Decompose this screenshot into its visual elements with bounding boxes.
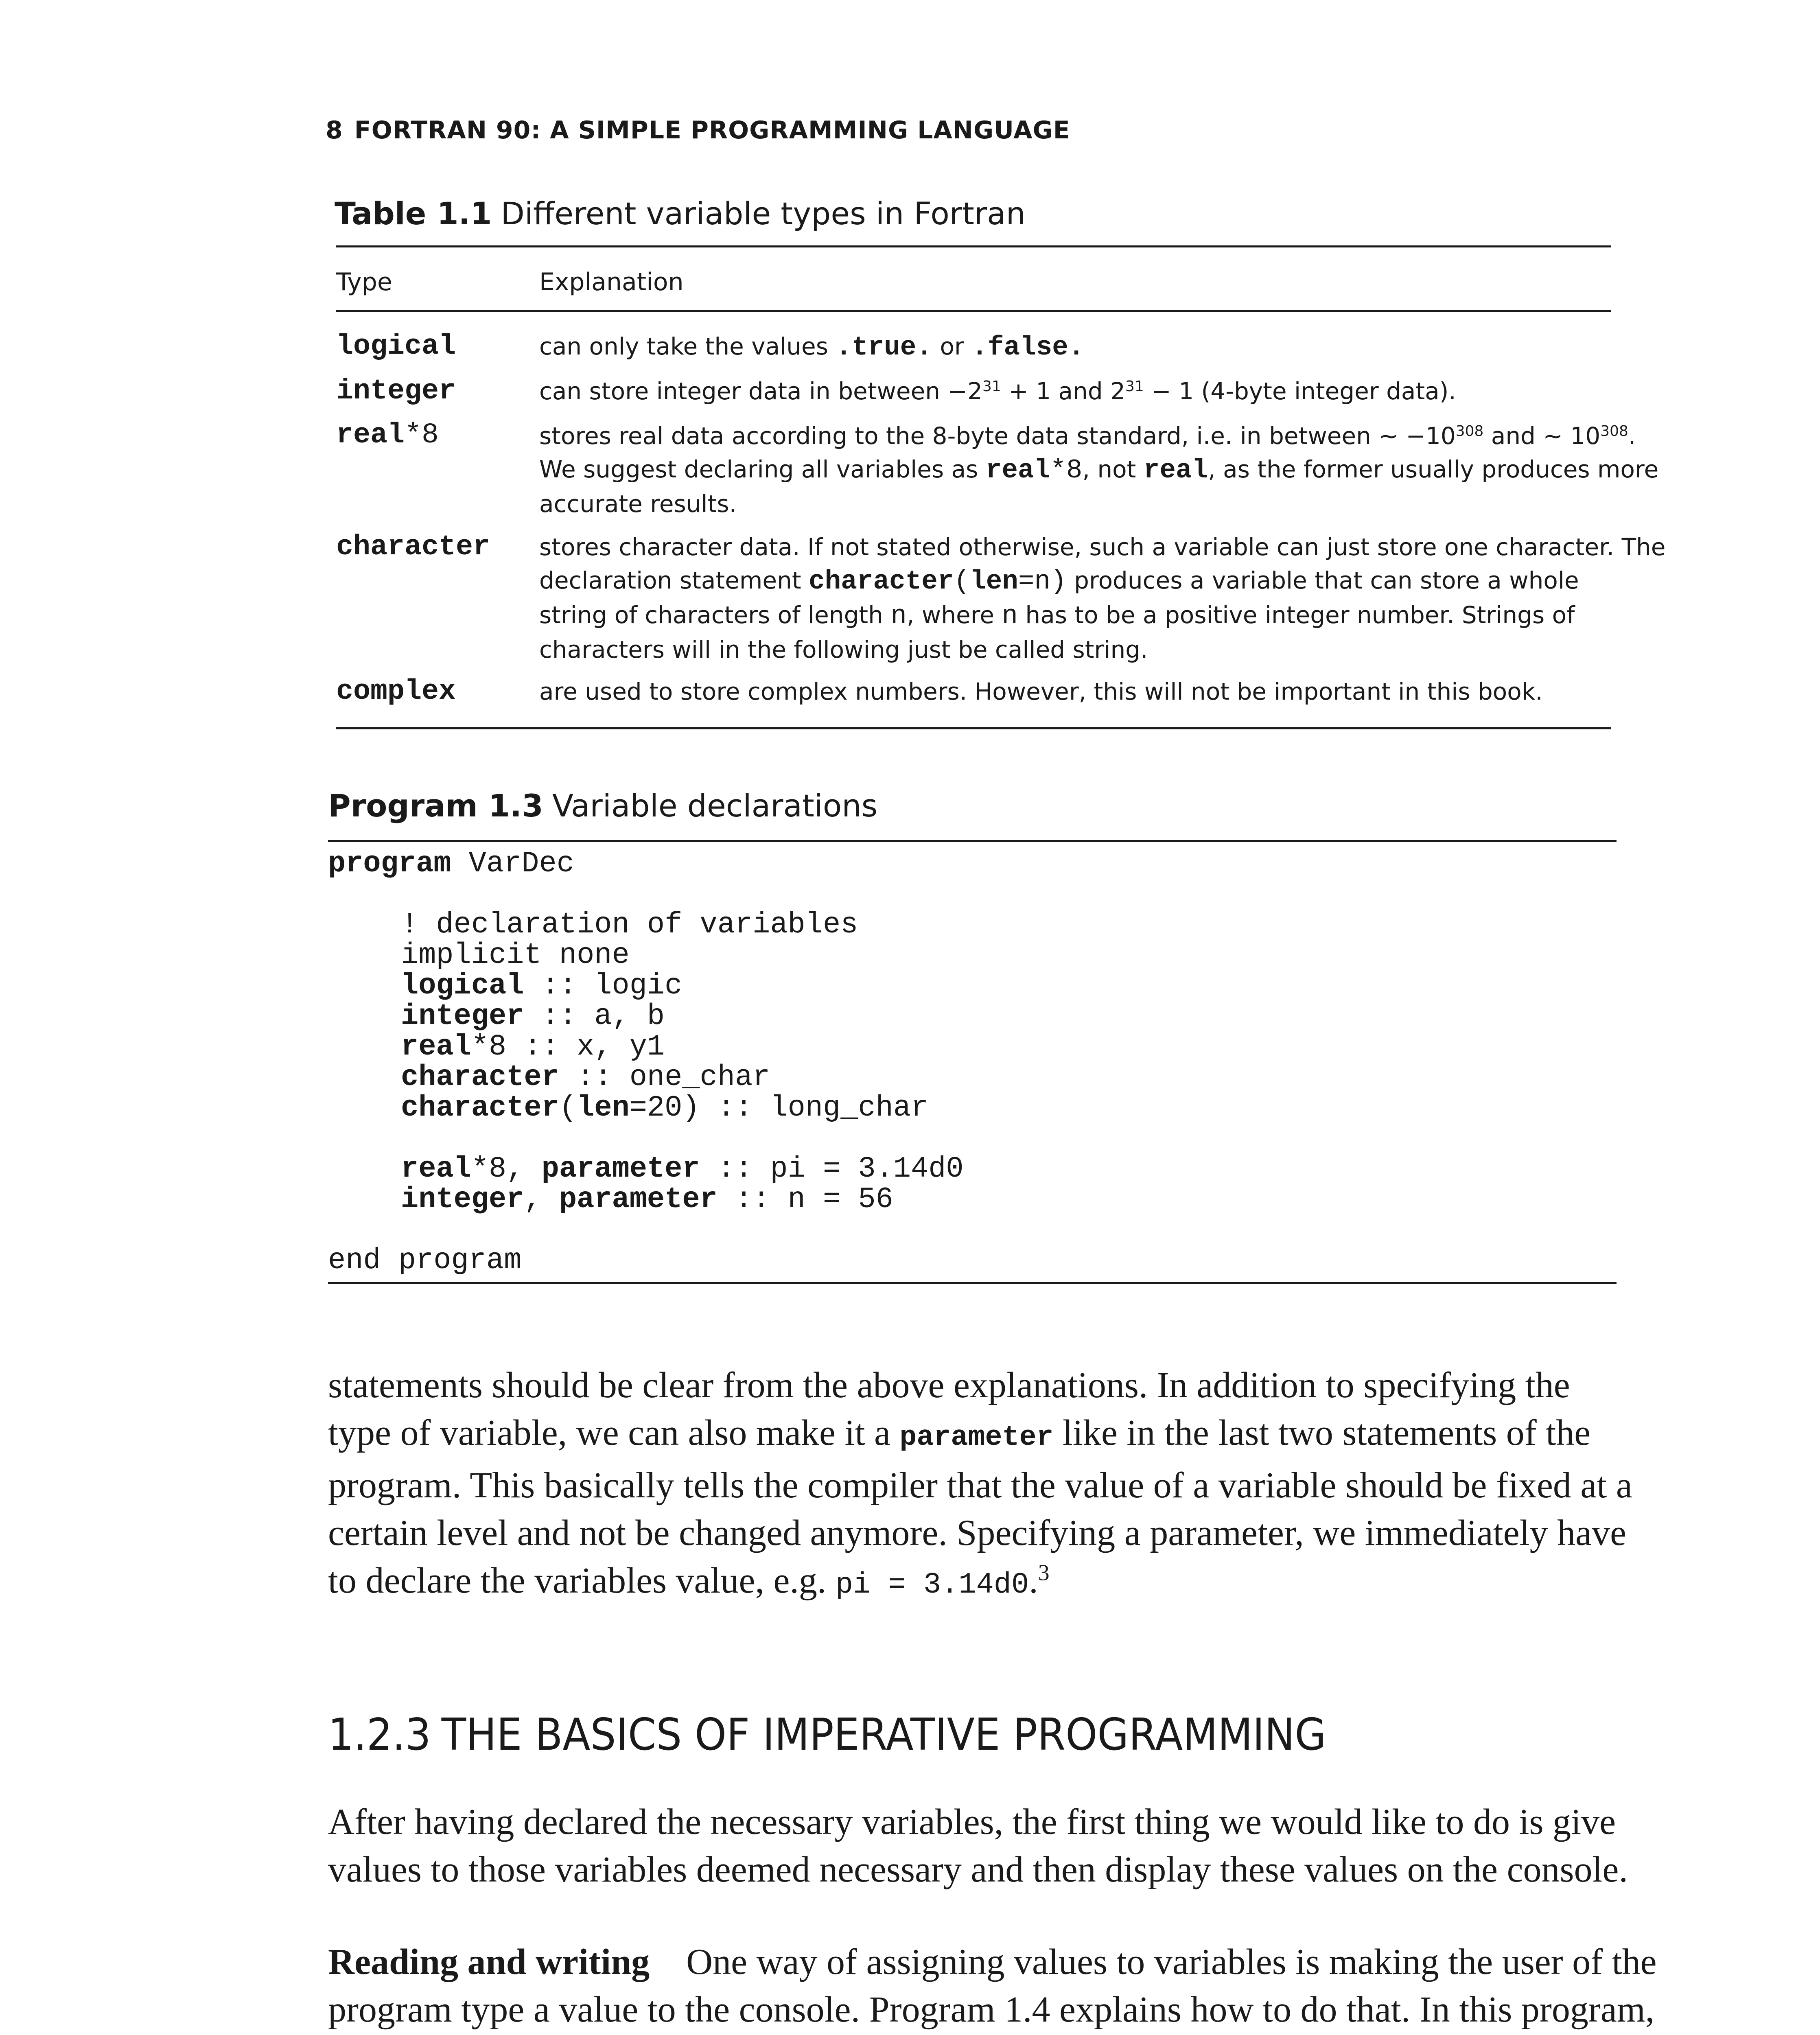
- code-line-logical: [401, 971, 682, 1001]
- inline-code-parameter: parameter: [899, 1422, 1054, 1454]
- type-bold: real: [336, 419, 405, 451]
- running-head-title: FORTRAN 90: A SIMPLE PROGRAMMING LANGUAGE: [354, 116, 1070, 144]
- code-true: .true.: [836, 332, 933, 363]
- program-top-rule: [328, 840, 1617, 842]
- table-row-type-real8: [336, 419, 439, 451]
- paragraph-text: like in the last two statements of the: [1053, 1413, 1591, 1453]
- paragraph-text: .: [1029, 1560, 1038, 1601]
- explanation-text: .: [1628, 422, 1636, 450]
- page-number: 8: [326, 116, 343, 144]
- explanation-text: produces a variable that can store a whole: [1066, 567, 1579, 594]
- explanation-text: can store integer data in between −2: [539, 377, 982, 405]
- table-header-rule: [336, 310, 1611, 312]
- explanation-text: declaration statement: [539, 567, 809, 594]
- explanation-text: , not: [1082, 455, 1144, 483]
- exponent: 31: [1125, 378, 1144, 395]
- exponent: 308: [1600, 423, 1628, 440]
- code-line-integer: [401, 1001, 665, 1032]
- code-text: (: [559, 1091, 577, 1125]
- section-heading: [328, 1709, 1326, 1760]
- paragraph-text: One way of assigning values to variables is making the user of the: [686, 1942, 1657, 1982]
- table-row-explanation-integer: [539, 374, 1610, 408]
- explanation-text: stores character data. If not stated otherwise, such a variable can just store one character. The: [539, 533, 1666, 561]
- table-caption: [335, 195, 1026, 232]
- code-keyword: parameter: [559, 1183, 718, 1216]
- code-keyword: program: [328, 847, 451, 880]
- code-eq-n: =n): [1018, 566, 1067, 597]
- running-head: [326, 116, 1070, 144]
- code-text: *8,: [471, 1152, 542, 1186]
- code-false: .false.: [971, 332, 1085, 363]
- code-text: :: a, b: [524, 1000, 665, 1033]
- program-caption: [328, 788, 877, 824]
- type-normal: *8: [405, 419, 439, 451]
- paragraph-line: certain level and not be changed anymore. Specifying a parameter, we immediately have: [328, 1513, 1627, 1553]
- explanation-text: and ∼ 10: [1483, 422, 1601, 450]
- code-line-integer-parameter: [401, 1184, 893, 1215]
- code-paren: (: [954, 566, 970, 597]
- code-keyword: parameter: [541, 1152, 700, 1186]
- code-text: *8 :: x, y1: [471, 1030, 665, 1063]
- code-text: :: n = 56: [717, 1183, 893, 1216]
- code-star8: *8: [1050, 455, 1083, 486]
- explanation-text: are used to store complex numbers. However, this will not be important in this book.: [539, 678, 1543, 705]
- table-row-type-complex: complex: [336, 676, 456, 708]
- paragraph-line: After having declared the necessary variables, the first thing we would like to do is give: [328, 1802, 1616, 1842]
- explanation-text: has to be a positive integer number. Strings of: [1018, 601, 1575, 629]
- code-line-real-parameter: [401, 1154, 964, 1184]
- body-paragraph-2: [328, 1798, 1628, 1893]
- code-line-character: [401, 1062, 770, 1093]
- code-keyword: character: [401, 1061, 559, 1094]
- table-row-explanation-character: [539, 530, 1666, 666]
- program-bottom-rule: [328, 1282, 1617, 1284]
- code-n: n: [890, 601, 907, 631]
- code-text: =20) :: long_char: [629, 1091, 929, 1125]
- explanation-text: stores real data according to the 8-byte data standard, i.e. in between ∼ −10: [539, 422, 1456, 450]
- paragraph-line: program type a value to the console. Program 1.4 explains how to do that. In this program,: [328, 1989, 1655, 2030]
- code-line-real: [401, 1032, 665, 1062]
- table-bottom-rule: [336, 727, 1611, 729]
- table-row-type-integer: integer: [336, 375, 456, 407]
- paragraph-line: statements should be clear from the above explanations. In addition to specifying the: [328, 1365, 1570, 1405]
- section-number: 1.2.3: [328, 1709, 431, 1760]
- body-paragraph-1: [328, 1361, 1632, 1609]
- code-real: real: [1143, 455, 1208, 486]
- table-row-type-logical: logical: [336, 330, 456, 363]
- body-paragraph-3: [328, 1938, 1657, 2033]
- code-len: len: [970, 566, 1018, 597]
- table-row-explanation-real8: [539, 419, 1659, 521]
- code-text: :: one_char: [559, 1061, 770, 1094]
- code-line-character-len: [401, 1093, 928, 1123]
- explanation-text: , as the former usually produces more: [1208, 455, 1659, 483]
- code-text: :: logic: [524, 969, 682, 1002]
- exponent: 308: [1455, 423, 1484, 440]
- paragraph-text: to declare the variables value, e.g.: [328, 1560, 836, 1601]
- code-text: :: pi = 3.14d0: [700, 1152, 964, 1186]
- code-line-implicit: implicit none: [401, 939, 630, 972]
- code-line-end-program: end program: [328, 1244, 522, 1277]
- run-in-heading: Reading and writing: [328, 1942, 650, 1982]
- code-keyword: real: [401, 1152, 471, 1186]
- explanation-text: We suggest declaring all variables as: [539, 455, 986, 483]
- code-text: ,: [524, 1183, 559, 1216]
- table-row-type-character: character: [336, 531, 490, 563]
- table-top-rule: [336, 245, 1611, 247]
- code-keyword: integer: [401, 1183, 524, 1216]
- explanation-text: − 1 (4-byte integer data).: [1144, 377, 1456, 405]
- code-line-comment: ! declaration of variables: [401, 908, 858, 941]
- explanation-text: , where: [906, 601, 1002, 629]
- code-keyword: character: [401, 1091, 559, 1125]
- program-caption-label: Program 1.3: [328, 788, 543, 824]
- code-real: real: [985, 455, 1050, 486]
- code-text: VarDec: [451, 847, 574, 880]
- code-line-program: [328, 849, 574, 879]
- table-header-type: Type: [336, 268, 392, 296]
- explanation-text: string of characters of length: [539, 601, 891, 629]
- paragraph-text: type of variable, we can also make it a: [328, 1413, 900, 1453]
- footnote-ref: 3: [1038, 1560, 1050, 1586]
- explanation-text: accurate results.: [539, 490, 737, 518]
- table-header-explanation: Explanation: [539, 268, 684, 296]
- exponent: 31: [982, 378, 1001, 395]
- code-keyword: integer: [401, 1000, 524, 1033]
- explanation-text: or: [932, 333, 972, 360]
- paragraph-line: program. This basically tells the compiler that the value of a variable should be fixed at a: [328, 1465, 1632, 1505]
- code-keyword: len: [577, 1091, 630, 1125]
- table-caption-label: Table 1.1: [335, 195, 492, 232]
- table-row-explanation-complex: [539, 675, 1610, 708]
- code-character: character: [809, 566, 954, 597]
- section-title: THE BASICS OF IMPERATIVE PROGRAMMING: [441, 1709, 1326, 1760]
- explanation-text: characters will in the following just be called string.: [539, 636, 1148, 663]
- program-caption-text: Variable declarations: [552, 788, 878, 824]
- code-keyword: logical: [401, 969, 524, 1002]
- explanation-text: + 1 and 2: [1001, 377, 1125, 405]
- code-n: n: [1002, 601, 1018, 631]
- inline-code-pi: pi = 3.14d0: [835, 1568, 1029, 1602]
- table-caption-text: Different variable types in Fortran: [501, 195, 1026, 232]
- paragraph-line: values to those variables deemed necessary and then display these values on the console.: [328, 1849, 1628, 1890]
- code-keyword: real: [401, 1030, 471, 1063]
- explanation-text: can only take the values: [539, 333, 836, 360]
- table-row-explanation-logical: [539, 330, 1610, 364]
